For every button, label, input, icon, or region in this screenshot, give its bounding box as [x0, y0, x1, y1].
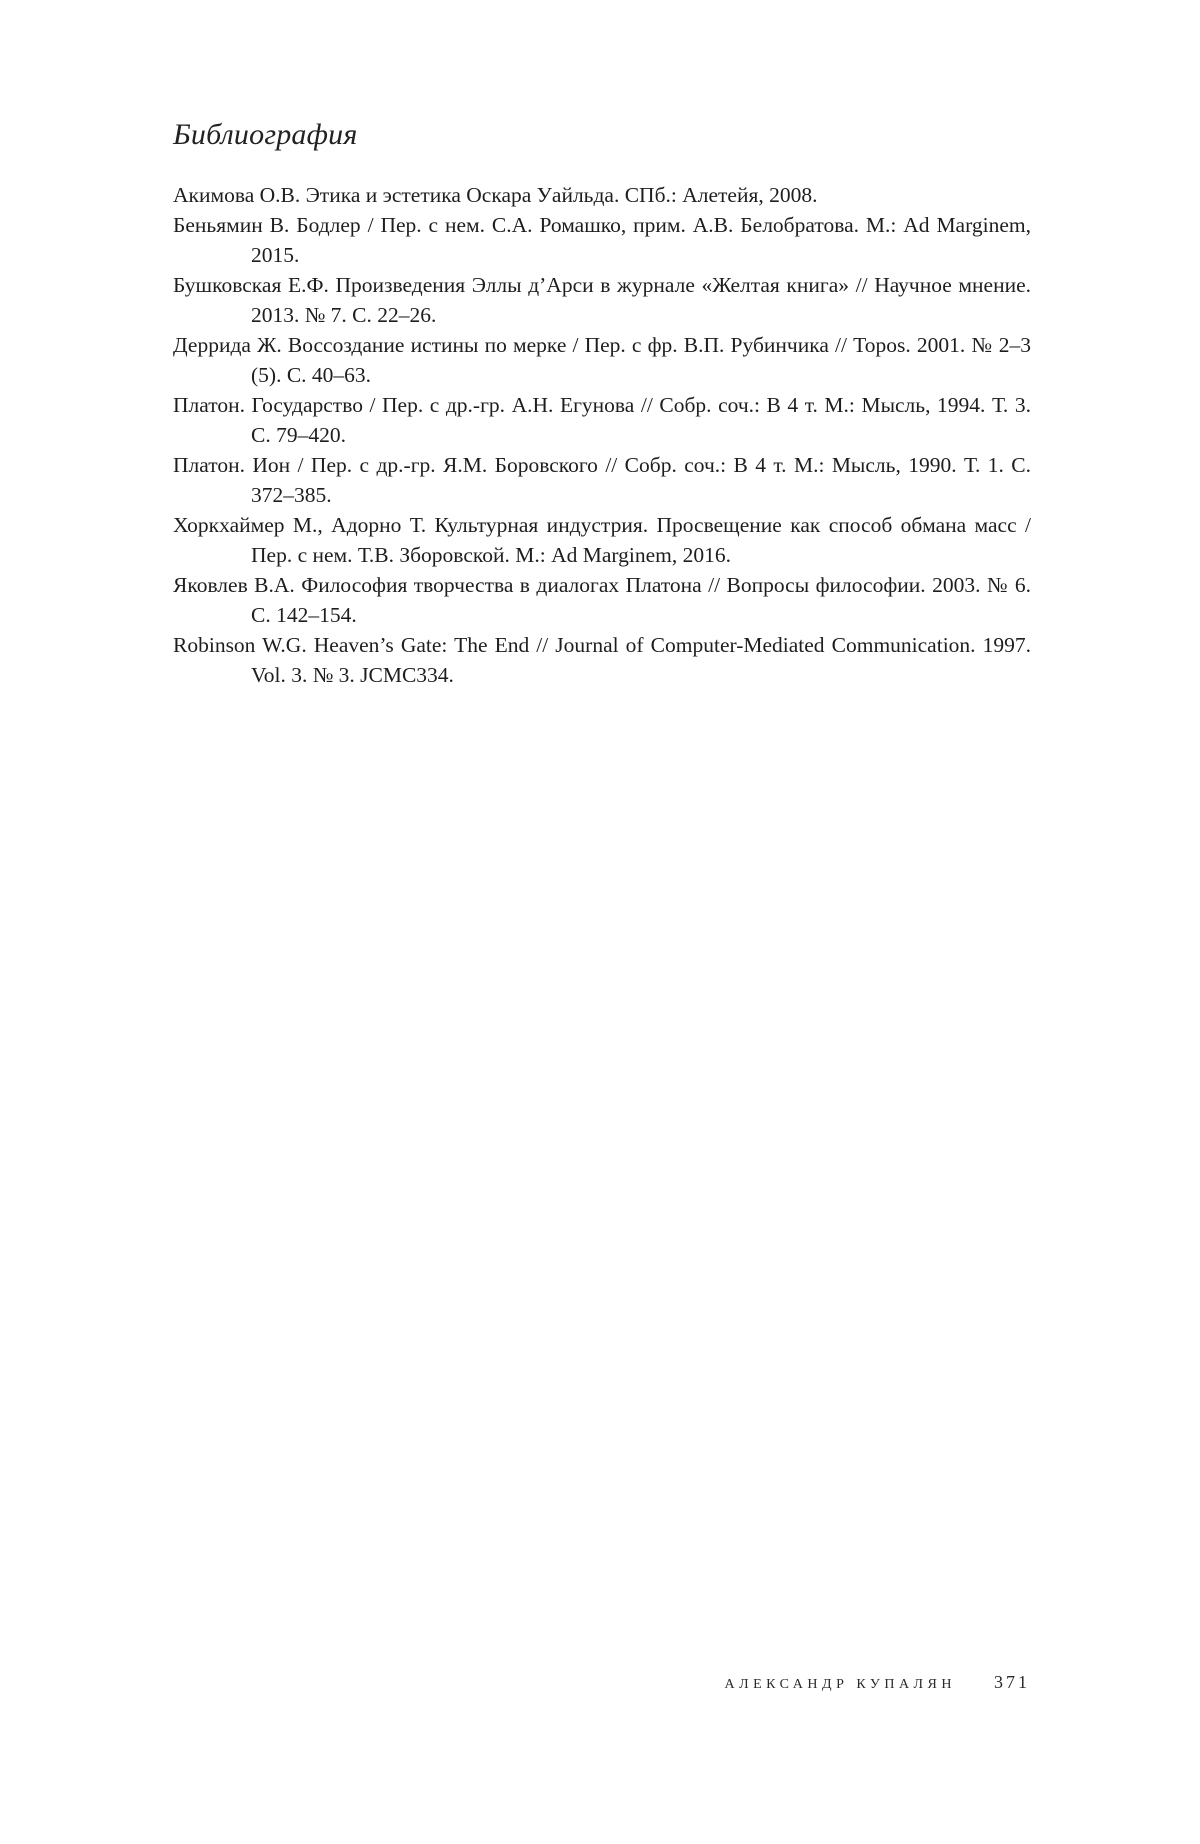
- section-heading: Библиография: [173, 118, 358, 151]
- bibliography-entry: Robinson W.G. Heaven’s Gate: The End // Journal of Computer-Mediated Communication. 1997. Vol. 3. № 3. JCMC334.: [173, 633, 1031, 687]
- running-footer: [725, 1672, 1030, 1693]
- bibliography-entry: Платон. Государство / Пер. с др.-гр. А.Н. Егунова // Собр. соч.: В 4 т. М.: Мысль, 1994. Т. 3. С. 79–420.: [173, 393, 1031, 447]
- bibliography-entry: Акимова О.В. Этика и эстетика Оскара Уайльда. СПб.: Алетейя, 2008.: [173, 183, 818, 207]
- footer-author: АЛЕКСАНДР КУПАЛЯН: [724, 1677, 956, 1692]
- bibliography-entry: Деррида Ж. Воссоздание истины по мерке / Пер. с фр. В.П. Рубинчика // Topos. 2001. № 2–3 (5). С. 40–63.: [173, 333, 1031, 387]
- bibliography-entry: Беньямин В. Бодлер / Пер. с нем. С.А. Ромашко, прим. А.В. Белобратова. М.: Ad Marginem, 2015.: [173, 213, 1031, 267]
- bibliography-entry: Платон. Ион / Пер. с др.-гр. Я.М. Боровского // Собр. соч.: В 4 т. М.: Мысль, 1990. Т. 1. С. 372–385.: [173, 453, 1031, 507]
- bibliography-entry: Бушковская Е.Ф. Произведения Эллы д’Арси в журнале «Желтая книга» // Научное мнение. 2013. № 7. С. 22–26.: [173, 273, 1031, 327]
- bibliography-entry: Хоркхаймер М., Адорно Т. Культурная индустрия. Просвещение как способ обмана масс / Пер. с нем. Т.В. Зборовской. М.: Ad Marginem, 2016.: [173, 513, 1031, 567]
- bibliography-entry: Яковлев В.А. Философия творчества в диалогах Платона // Вопросы философии. 2003. № 6. С. 142–154.: [173, 573, 1031, 627]
- bibliography-list: [173, 180, 1031, 690]
- page-number: 371: [994, 1672, 1030, 1692]
